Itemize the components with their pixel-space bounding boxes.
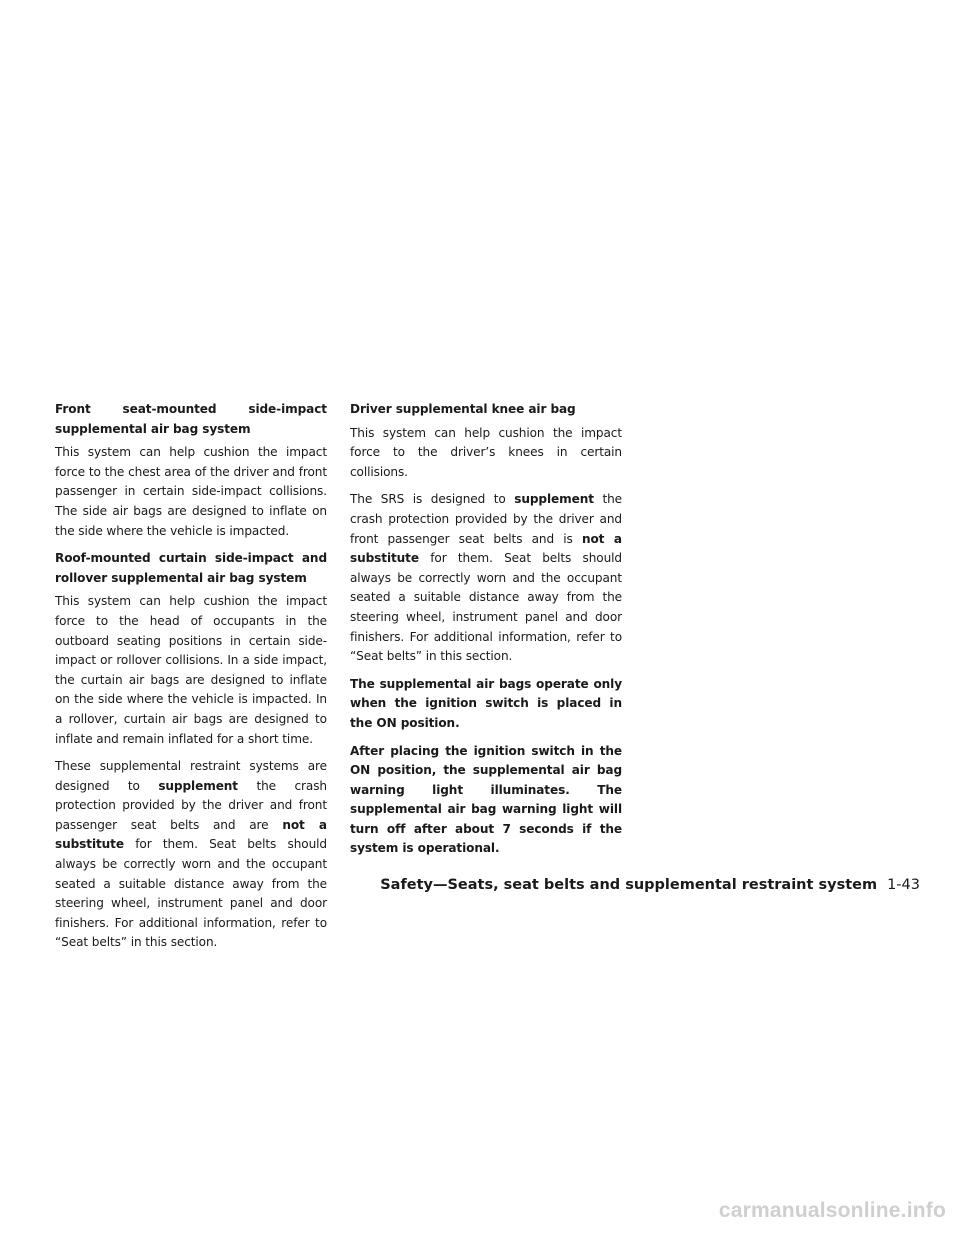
paragraph-supplement-notice (55, 757, 327, 953)
right-column (350, 400, 622, 867)
page-number: 1-43 (887, 877, 920, 893)
left-column (55, 400, 327, 961)
emphasis-not-a-substitute: not a substitute (55, 817, 327, 852)
paragraph-srs-supplement-notice (350, 490, 622, 666)
text-run: for them. Seat belts should always be correctly worn and the occupant seated a suitable distance away from the steering wheel, instrument panel and door finishers. For additional information, refer to “Seat belts” in this section. (350, 551, 622, 664)
text-run: The SRS is designed to (350, 492, 515, 507)
paragraph-curtain-description: This system can help cushion the impact force to the head of occupants in the outboard seating positions in certain side-impact or rollover collisions. In a side impact, the curtain air bags are designed to inflate on the side where the vehicle is impacted. In a rollover, curtain air bags are designed to inflate and remain inflated for a short time. (55, 594, 327, 746)
text-run: the crash protection provided by the driver and front passenger seat belts and are (55, 778, 327, 832)
paragraph-ignition-warning: The supplemental air bags operate only when the ignition switch is placed in the ON position. (350, 676, 622, 730)
section-heading-side-impact: Front seat-mounted side-impact supplemental air bag system (55, 402, 327, 436)
section-heading-curtain-air-bag: Roof-mounted curtain side-impact and rollover supplemental air bag system (55, 551, 327, 585)
section-heading-knee-air-bag: Driver supplemental knee air bag (350, 402, 576, 416)
text-run: These supplemental restraint systems are designed to (55, 759, 327, 793)
emphasis-supplement: supplement (158, 778, 238, 793)
emphasis-supplement: supplement (514, 492, 594, 507)
paragraph-knee-air-bag-description: This system can help cushion the impact force to the driver’s knees in certain collisions. (350, 425, 622, 479)
text-run: for them. Seat belts should always be correctly worn and the occupant seated a suitable distance away from the steering wheel, instrument panel and door finishers. For additional information, refer to “Seat belts” in this section. (55, 837, 327, 950)
paragraph-side-impact-description: This system can help cushion the impact force to the chest area of the driver and front passenger in certain side-impact collisions. The side air bags are designed to inflate on the side where the vehicle is impacted. (55, 445, 327, 538)
paragraph-warning-light-notice: After placing the ignition switch in the ON position, the supplemental air bag warning light illuminates. The supplemental air bag warning light will turn off after about 7 seconds if the system is operational. (350, 743, 622, 856)
page-footer (380, 877, 920, 893)
text-run: the crash protection provided by the driver and front passenger seat belts and is (350, 492, 622, 546)
emphasis-not-a-substitute: not a substitute (350, 531, 622, 566)
footer-section-title: Safety—Seats, seat belts and supplemental restraint system (380, 877, 878, 893)
watermark-text: carmanualsonline.info (718, 1199, 946, 1222)
